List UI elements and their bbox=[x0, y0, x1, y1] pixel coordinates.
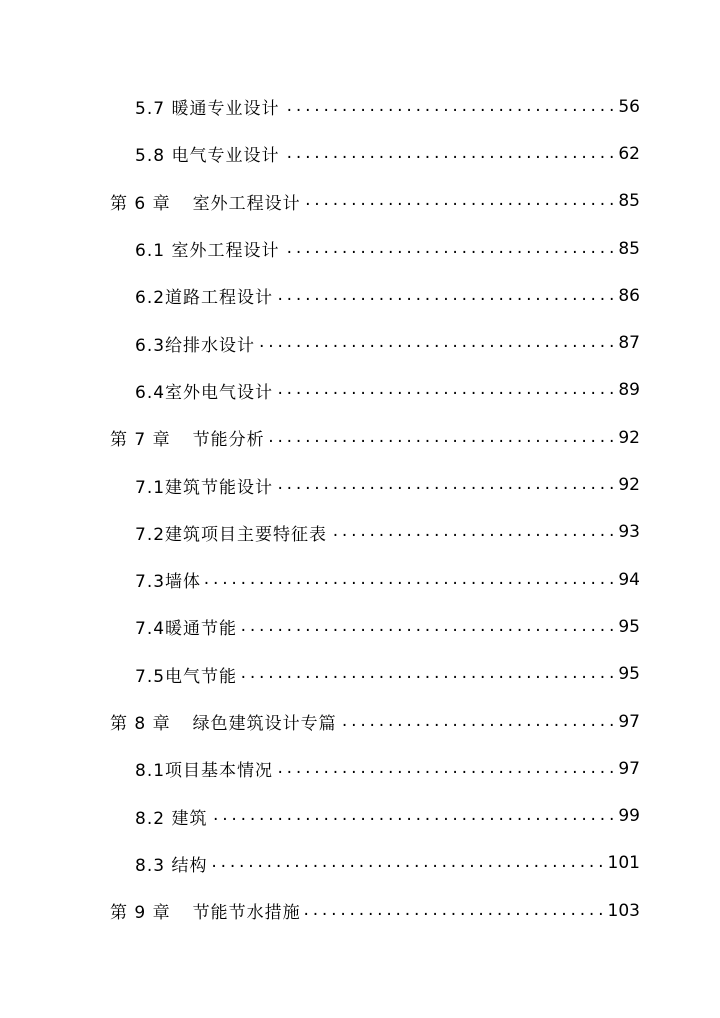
toc-page-number: 85 bbox=[618, 191, 640, 212]
toc-entry[interactable] bbox=[0, 509, 720, 556]
toc-entry-title: 6.1 室外工程设计 bbox=[135, 241, 280, 262]
toc-page-number: 103 bbox=[607, 900, 640, 921]
toc-page-number: 97 bbox=[618, 758, 640, 779]
toc-dot-leader bbox=[305, 900, 604, 922]
toc-entry-title: 5.7 暖通专业设计 bbox=[135, 99, 280, 120]
toc-entry-title: 8.2 建筑 bbox=[135, 808, 208, 829]
toc-entry-title: 8.1项目基本情况 bbox=[135, 761, 274, 782]
toc-entry-title: 7.3墙体 bbox=[135, 572, 202, 593]
toc-entry-title: 7.5电气节能 bbox=[135, 666, 238, 687]
toc-dot-leader bbox=[259, 332, 614, 354]
toc-entry-title: 第 9 章 节能节水措施 bbox=[110, 903, 301, 924]
toc-entry-title: 第 7 章 节能分析 bbox=[110, 430, 265, 451]
toc-chapter-entry[interactable] bbox=[0, 178, 720, 225]
toc-entry-title: 7.4暖通节能 bbox=[135, 619, 238, 640]
toc-entry[interactable] bbox=[0, 792, 720, 839]
toc-entry[interactable] bbox=[0, 745, 720, 792]
toc-dot-leader bbox=[283, 96, 614, 118]
toc-dot-leader bbox=[283, 143, 614, 165]
toc-dot-leader bbox=[341, 711, 615, 733]
toc-entry-title: 第 8 章 绿色建筑设计专篇 bbox=[110, 714, 337, 734]
toc-entry[interactable] bbox=[0, 840, 720, 887]
toc-entry-title: 8.3 结构 bbox=[135, 855, 208, 876]
toc-chapter-entry[interactable] bbox=[0, 414, 720, 461]
toc-chapter-entry[interactable] bbox=[0, 887, 720, 934]
toc-dot-leader bbox=[277, 758, 614, 780]
toc-entry-title: 6.3给排水设计 bbox=[135, 335, 256, 356]
toc-entry-title: 6.4室外电气设计 bbox=[135, 382, 274, 403]
toc-entry[interactable] bbox=[0, 651, 720, 698]
toc-page-number: 101 bbox=[607, 853, 640, 874]
toc-entry[interactable] bbox=[0, 556, 720, 603]
toc-page-number: 93 bbox=[618, 522, 640, 543]
toc-entry[interactable] bbox=[0, 130, 720, 177]
toc-entry[interactable] bbox=[0, 272, 720, 319]
toc-dot-leader bbox=[331, 521, 614, 543]
toc-page-number: 89 bbox=[618, 380, 640, 401]
toc-page-number: 87 bbox=[618, 333, 640, 354]
toc-dot-leader bbox=[269, 427, 615, 449]
toc-dot-leader bbox=[241, 616, 614, 638]
toc-page-number: 92 bbox=[618, 475, 640, 496]
toc-page-number: 92 bbox=[618, 427, 640, 448]
toc-page-number: 85 bbox=[618, 238, 640, 259]
toc-entry-title: 7.2建筑项目主要特征表 bbox=[135, 524, 328, 545]
toc-dot-leader bbox=[305, 190, 615, 212]
toc-page-number: 62 bbox=[618, 143, 640, 164]
toc-page-number: 86 bbox=[618, 285, 640, 306]
toc-page-number: 95 bbox=[618, 664, 640, 685]
toc-entry-title: 6.2道路工程设计 bbox=[135, 288, 274, 309]
toc-dot-leader bbox=[205, 569, 614, 591]
toc-entry-title: 5.8 电气专业设计 bbox=[135, 146, 280, 167]
table-of-contents bbox=[0, 83, 720, 934]
toc-page-number: 97 bbox=[618, 711, 640, 732]
toc-page-number: 99 bbox=[618, 806, 640, 827]
toc-dot-leader bbox=[277, 379, 614, 401]
toc-page-number: 94 bbox=[618, 569, 640, 590]
toc-entry[interactable] bbox=[0, 319, 720, 366]
toc-entry-title: 第 6 章 室外工程设计 bbox=[110, 193, 301, 214]
toc-page-number: 95 bbox=[618, 616, 640, 637]
toc-entry[interactable] bbox=[0, 367, 720, 414]
toc-entry-title: 7.1建筑节能设计 bbox=[135, 477, 274, 498]
toc-dot-leader bbox=[241, 663, 614, 685]
toc-entry[interactable] bbox=[0, 461, 720, 508]
toc-dot-leader bbox=[277, 285, 614, 307]
toc-entry[interactable] bbox=[0, 225, 720, 272]
toc-entry[interactable] bbox=[0, 83, 720, 130]
toc-dot-leader bbox=[211, 805, 614, 827]
toc-page-number: 56 bbox=[618, 96, 640, 117]
toc-dot-leader bbox=[283, 238, 614, 260]
toc-entry[interactable] bbox=[0, 603, 720, 650]
toc-chapter-entry[interactable] bbox=[0, 698, 720, 745]
toc-dot-leader bbox=[277, 474, 614, 496]
toc-dot-leader bbox=[211, 852, 603, 874]
